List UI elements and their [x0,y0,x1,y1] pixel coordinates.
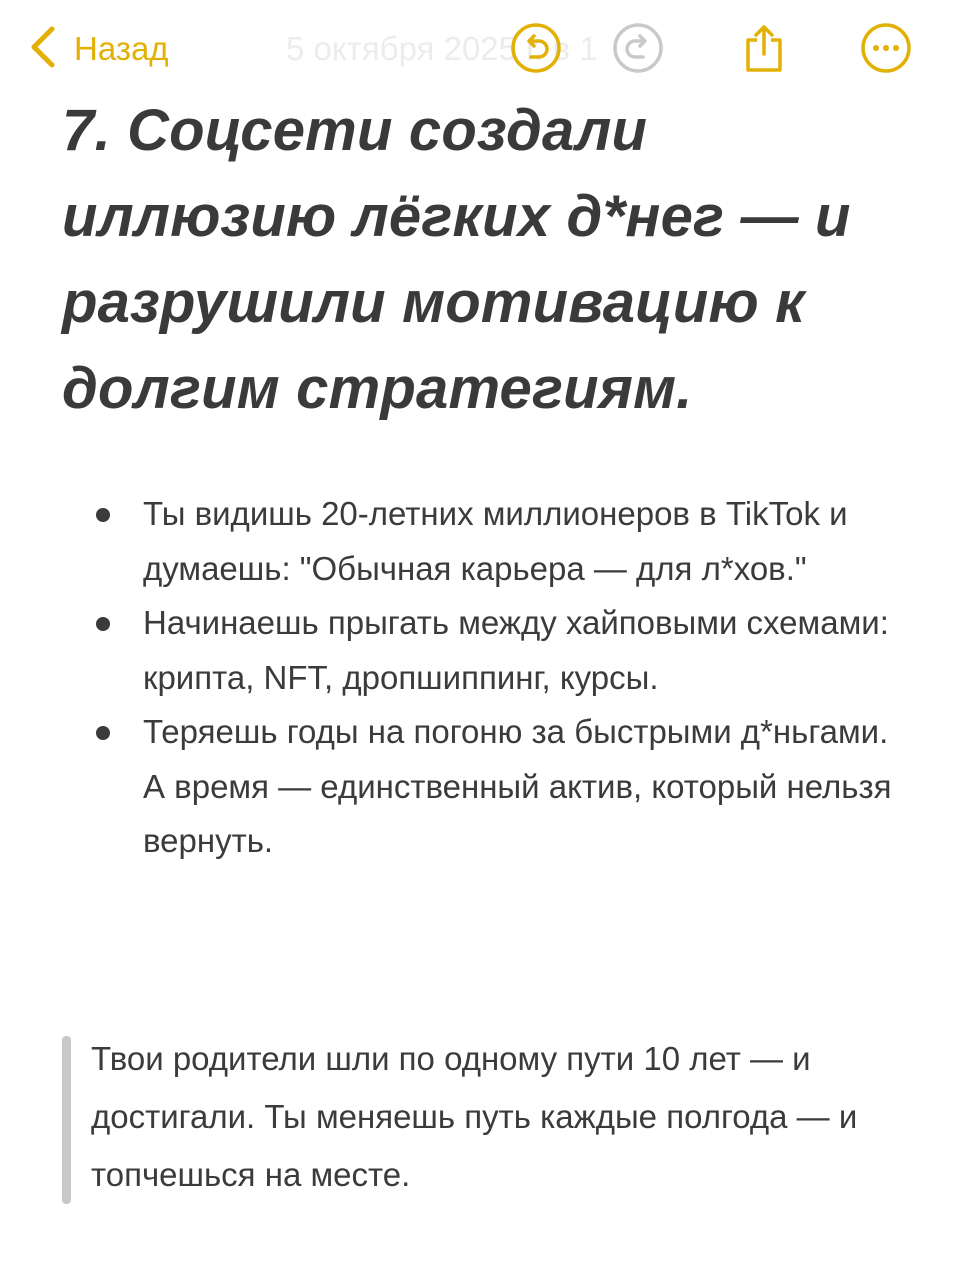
list-item-text: Ты видишь 20-летних миллионеров в TikTok и думаешь: "Обычная карьера — для л*хов." [143,495,848,587]
bullet-dot [96,617,110,631]
share-icon [738,22,790,79]
bullet-dot [96,508,110,522]
undo-button[interactable] [510,24,562,76]
more-button[interactable] [860,24,912,76]
list-item[interactable] [0,487,960,596]
back-button-label: Назад [74,30,169,67]
list-item[interactable] [0,596,960,705]
redo-icon [612,22,664,79]
bullet-dot [96,726,110,740]
list-item-text: Теряешь годы на погоню за быстрыми д*ньгами. А время — единственный актив, который нельзя вернуть. [143,713,892,859]
block-quote[interactable] [62,1030,902,1204]
list-item-text: Начинаешь прыгать между хайповыми схемами: крипта, NFT, дропшиппинг, курсы. [143,604,889,696]
note-heading[interactable]: 7. Соцсети создали иллюзию лёгких д*нег — и разрушили мотивацию к долгим стратегиям. [62,98,851,421]
share-button[interactable] [738,24,790,76]
quote-text: Твои родители шли по одному пути 10 лет — и достигали. Ты меняешь путь каждые полгода — и топчешься на месте. [91,1040,858,1193]
more-icon [860,22,912,79]
bullet-list [0,487,960,869]
note-date: 5 октября 2025 г. в 1 [286,30,598,67]
back-button[interactable] [28,24,169,74]
redo-button[interactable] [612,24,664,76]
undo-icon [510,22,562,79]
list-item[interactable] [0,705,960,869]
quote-bar [62,1036,71,1204]
chevron-left-icon [28,25,58,74]
navigation-bar [0,0,960,100]
